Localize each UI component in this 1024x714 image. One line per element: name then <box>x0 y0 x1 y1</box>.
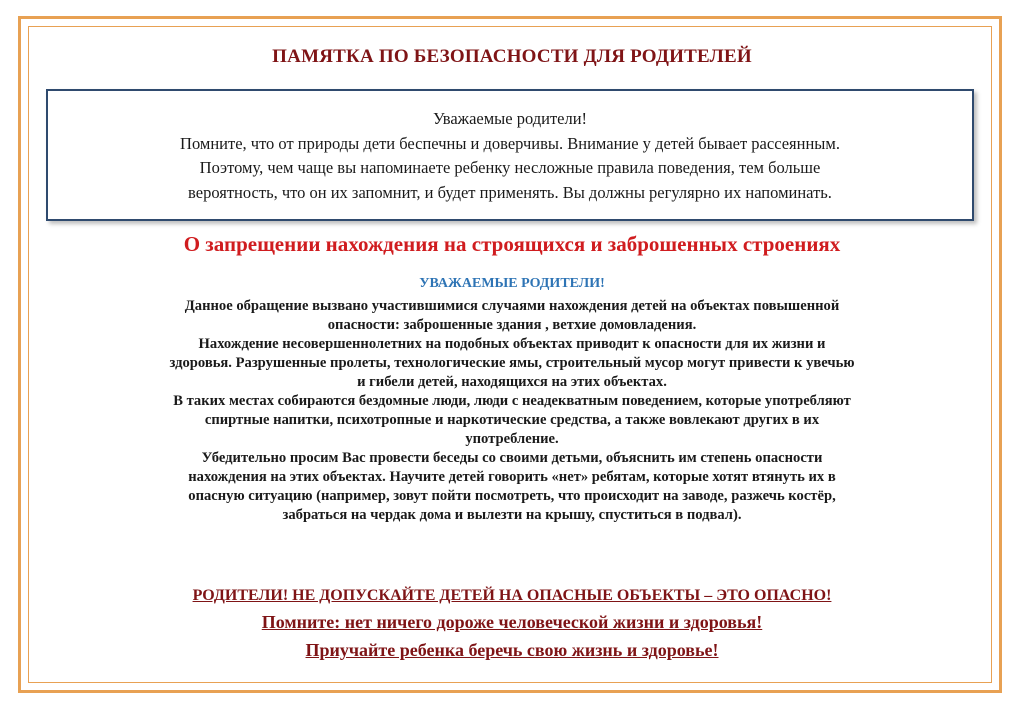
notice-line: вероятность, что он их запомнит, и будет применять. Вы должны регулярно их напоминать. <box>188 182 832 202</box>
body-line: здоровья. Разрушенные пролеты, технологические ямы, строительный мусор могут привести к увечью <box>169 355 855 371</box>
notice-line: Помните, что от природы дети беспечны и доверчивы. Внимание у детей бывает рассеянным. <box>180 133 840 153</box>
body-line: и гибели детей, находящихся на этих объектах. <box>357 374 667 390</box>
section-heading: О запрещении нахождения на строящихся и заброшенных строениях <box>183 232 841 256</box>
body-line: нахождения на этих объектах. Научите детей говорить «нет» ребятам, которые хотят втянуть их в <box>188 469 836 485</box>
notice-box <box>46 89 974 221</box>
body-line: Нахождение несовершеннолетних на подобных объектах приводит к опасности для их жизни и <box>198 336 826 352</box>
body-text <box>52 297 972 525</box>
warning-line: Помните: нет ничего дороже человеческой жизни и здоровья! <box>261 612 763 632</box>
body-line: В таких местах собираются бездомные люди, люди с неадекватным поведением, которые употребляют <box>173 393 851 409</box>
section-subheading: УВАЖАЕМЫЕ РОДИТЕЛИ! <box>419 276 605 291</box>
notice-line: Поэтому, чем чаще вы напоминаете ребенку несложные правила поведения, тем больше <box>199 158 821 177</box>
body-line: Данное обращение вызвано участившимися случаями нахождения детей на объектах повышенной <box>184 298 840 314</box>
body-line: употребление. <box>465 431 559 447</box>
warning-line: РОДИТЕЛИ! НЕ ДОПУСКАЙТЕ ДЕТЕЙ НА ОПАСНЫЕ ОБЪЕКТЫ – ЭТО ОПАСНО! <box>192 587 832 604</box>
notice-greeting: Уважаемые родители! <box>432 109 588 128</box>
body-line: забраться на чердак дома и вылезти на крышу, спуститься в подвал). <box>282 507 742 523</box>
warning-line: Приучайте ребенка беречь свою жизнь и здоровье! <box>305 640 719 660</box>
page-title: ПАМЯТКА ПО БЕЗОПАСНОСТИ ДЛЯ РОДИТЕЛЕЙ <box>272 46 752 67</box>
body-line: опасную ситуацию (например, зовут пойти посмотреть, что происходит на заводе, разжечь костёр, <box>188 488 836 504</box>
body-line: спиртные напитки, психотропные и наркотические средства, а также вовлекают других в их <box>204 412 820 428</box>
body-line: опасности: заброшенные здания , ветхие домовладения. <box>327 317 697 333</box>
body-line: Убедительно просим Вас провести беседы со своими детьми, объяснить им степень опасности <box>201 450 823 466</box>
